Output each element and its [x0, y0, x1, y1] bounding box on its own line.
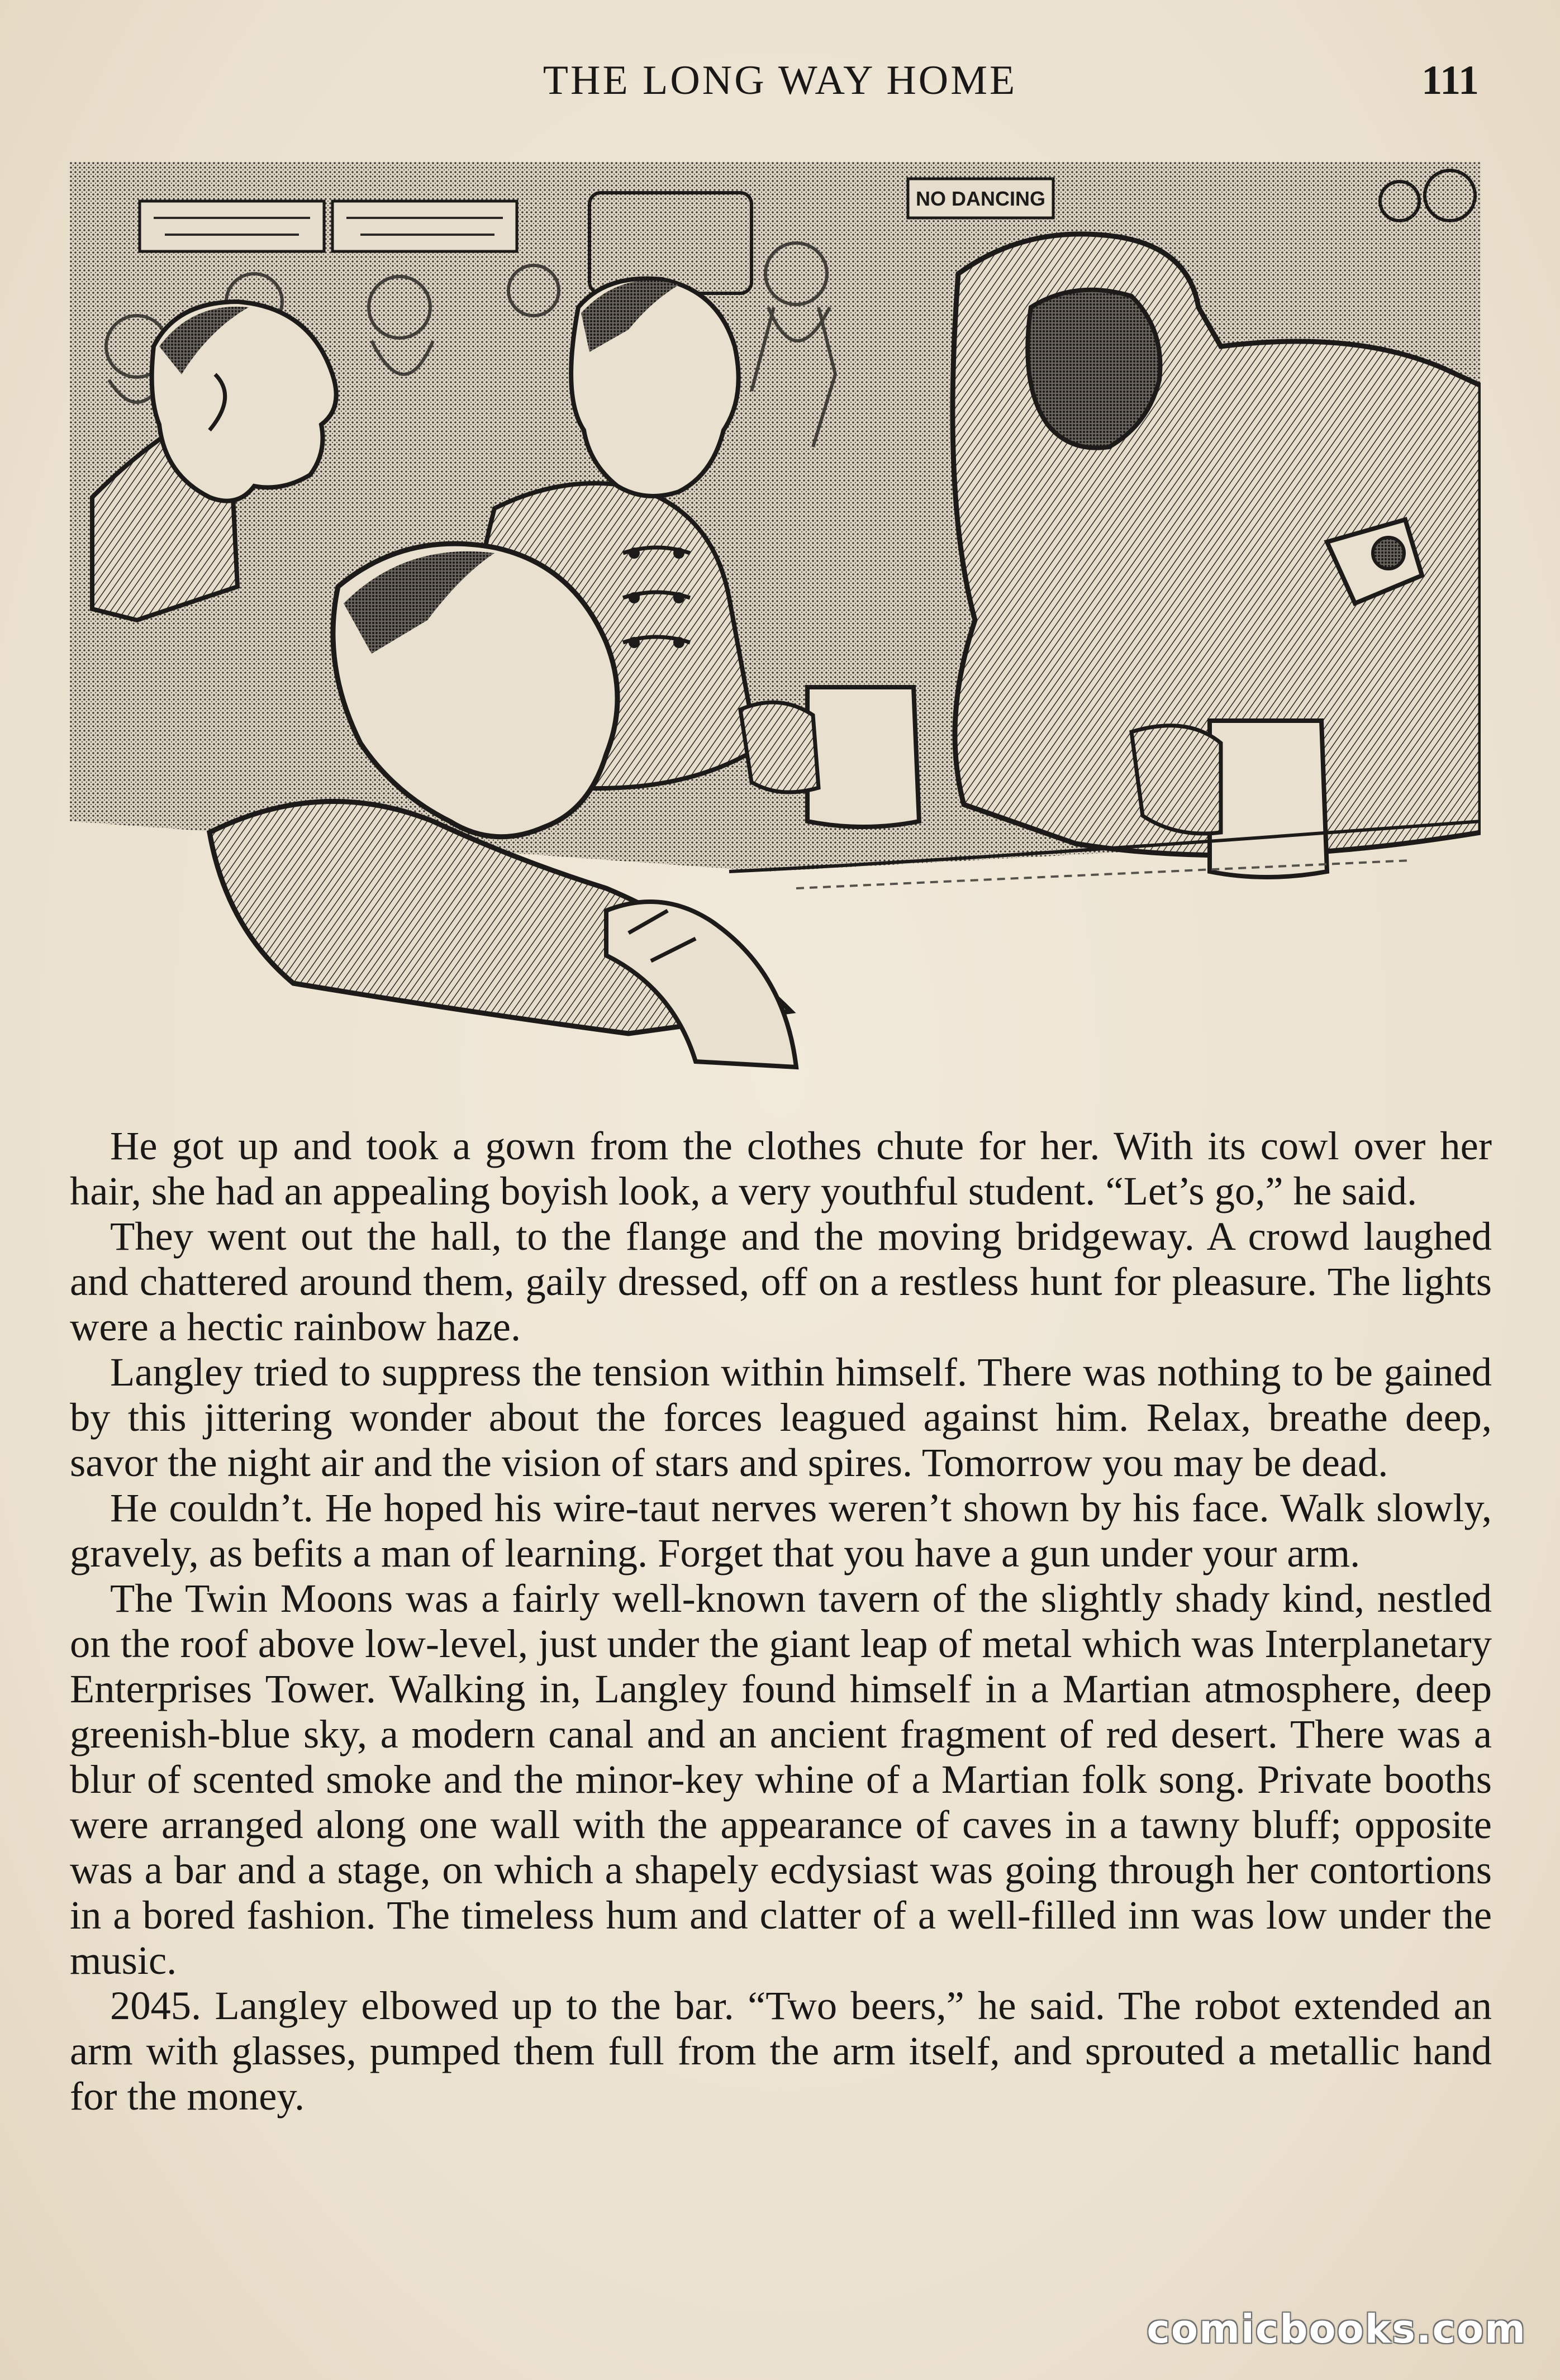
- no-dancing-sign: [908, 179, 1053, 218]
- running-title: THE LONG WAY HOME: [543, 58, 1017, 103]
- paragraph: He got up and took a gown from the clothes chute for her. With its cowl over her hair, she had an appealing boyish look, a very youthful student. “Let’s go,” he said.: [70, 1123, 1492, 1213]
- body-text: [70, 1123, 1492, 2119]
- paragraph: Langley tried to suppress the tension within himself. There was nothing to be gained by this jittering wonder about the forces leagued against him. Relax, breathe deep, savor the night air and the vision of stars and spires. Tomorrow you may be dead.: [70, 1349, 1492, 1485]
- wall-sign-center: [332, 201, 517, 251]
- tavern-illustration-drawing: [70, 162, 1481, 1073]
- svg-text:NO DANCING: NO DANCING: [916, 187, 1045, 210]
- paragraph: They went out the hall, to the flange and the moving bridgeway. A crowd laughed and chattered around them, gaily dressed, off on a restless hunt for pleasure. The lights were a hectic rainbow haze.: [70, 1213, 1492, 1349]
- paragraph: The Twin Moons was a fairly well-known tavern of the slightly shady kind, nestled on the roof above low-level, just under the giant leap of metal which was Interplanetary Enterprises Tower. Walking in, Langley found himself in a Martian atmosphere, deep greenish-blue sky, a modern canal and an ancient fragment of red desert. There was a blur of scented smoke and the minor-key whine of a Martian folk song. Private booths were arranged along one wall with the appearance of caves in a tawny bluff; opposite was a bar and a stage, on which a shapely ecdysiast was going through her contortions in a bored fashion. The timeless hum and clatter of a well-filled inn was low under the music.: [70, 1575, 1492, 1983]
- page-number: 111: [1421, 58, 1479, 103]
- watermark: comicbooks.com: [1147, 2306, 1526, 2352]
- paragraph: 2045. Langley elbowed up to the bar. “Two beers,” he said. The robot extended an arm with glasses, pumped them full from the arm itself, and sprouted a metallic hand for the money.: [70, 1983, 1492, 2119]
- wall-sign-left: [140, 201, 324, 251]
- paragraph: He couldn’t. He hoped his wire-taut nerves weren’t shown by his face. Walk slowly, gravely, as befits a man of learning. Forget that you have a gun under your arm.: [70, 1485, 1492, 1575]
- running-head: [0, 51, 1560, 113]
- tavern-illustration: [70, 162, 1481, 1073]
